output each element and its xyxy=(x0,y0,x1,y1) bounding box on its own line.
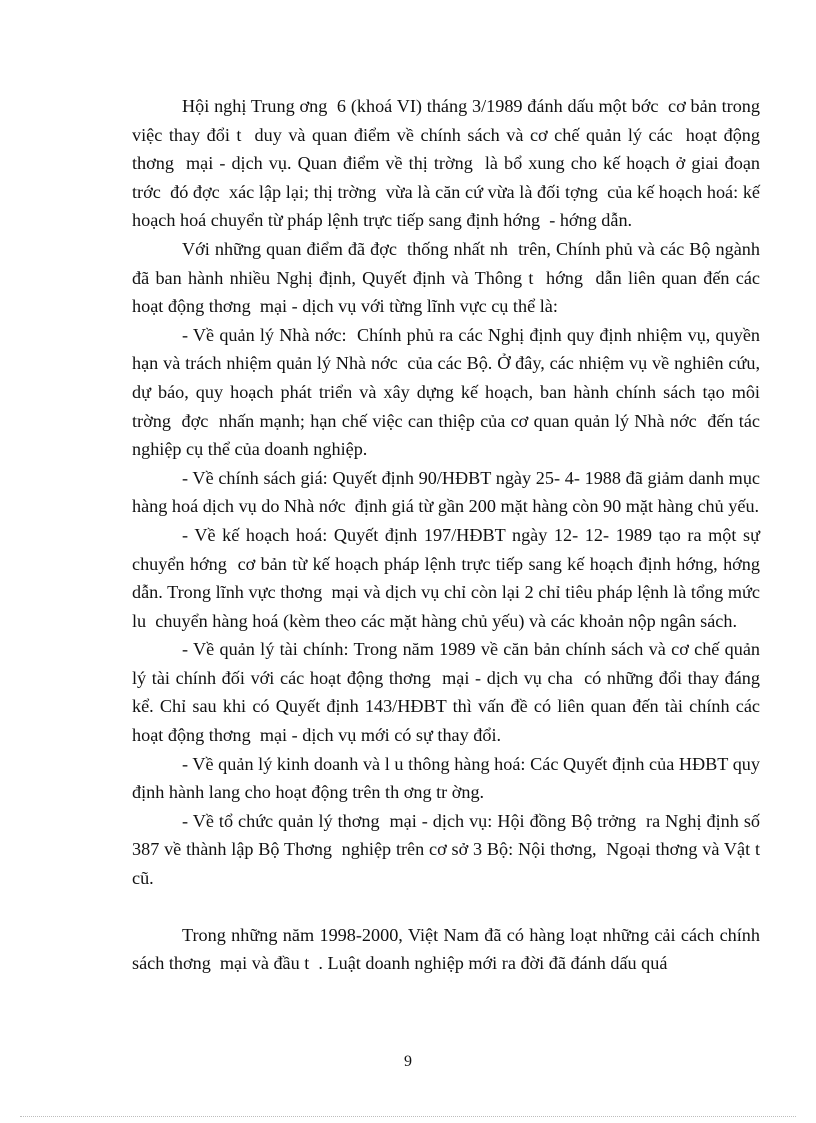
paragraph-hoi-nghi: Hội nghị Trung ơng 6 (khoá VI) tháng 3/1989 đánh dấu một bớc cơ bản trong việc thay đổi t duy và quan điểm về chính sách và cơ chế quản lý các hoạt động thơng mại - dịch vụ. Quan điểm về thị trờng là bổ xung cho kế hoạch ở giai đoạn trớc đó đợc xác lập lại; thị trờng vừa là căn cứ vừa là đối tợng của kế hoạch hoá: kế hoạch hoá chuyển từ pháp lệnh trực tiếp sang định hớng - hớng dẫn. xyxy=(132,96,765,231)
paragraph-spacer xyxy=(132,893,760,921)
paragraph-ke-hoach-hoa: - Về kế hoạch hoá: Quyết định 197/HĐBT ngày 12- 12- 1989 tạo ra một sự chuyển hớng cơ bản từ kế hoạch pháp lệnh trực tiếp sang kế hoạch định hớng, hớng dẫn. Trong lĩnh vực thơng mại và dịch vụ chỉ còn lại 2 chỉ tiêu pháp lệnh là tổng mức lu chuyển hàng hoá (kèm theo các mặt hàng chủ yếu) và các khoản nộp ngân sách. xyxy=(132,524,770,631)
page-bottom-divider xyxy=(20,1116,796,1117)
document-body xyxy=(132,92,770,978)
paragraph-quan-ly-tai-chinh: - Về quản lý tài chính: Trong năm 1989 về căn bản chính sách và cơ chế quản lý tài chính đối với các hoạt động thơng mại - dịch vụ cha có những đổi thay đáng kể. Chỉ sau khi có Quyết định 143/HĐBT thì vấn đề có liên quan đến tài chính các hoạt động thơng mại - dịch vụ mới có sự thay đổi. xyxy=(132,639,765,746)
paragraph-kinh-doanh: - Về quản lý kinh doanh và l u thông hàng hoá: Các Quyết định của HĐBT quy định hành lang cho hoạt động trên th ơng tr ờng. xyxy=(132,753,765,803)
paragraph-to-chuc: - Về tổ chức quản lý thơng mại - dịch vụ: Hội đồng Bộ trởng ra Nghị định số 387 về thành lập Bộ Thơng nghiệp trên cơ sở 3 Bộ: Nội thơng, Ngoại thơng và Vật t cũ. xyxy=(132,810,770,889)
paragraph-1998-2000: Trong những năm 1998-2000, Việt Nam đã có hàng loạt những cải cách chính sách thơng mại và đầu t . Luật doanh nghiệp mới ra đời đã đánh dấu quá xyxy=(132,924,765,974)
paragraph-quan-diem: Với những quan điểm đã đợc thống nhất nh trên, Chính phủ và các Bộ ngành đã ban hành nhiều Nghị định, Quyết định và Thông t hớng dẫn liên quan đến các hoạt động thơng mại - dịch vụ với từng lĩnh vực cụ thể là: xyxy=(132,238,765,317)
paragraph-quan-ly-nha-nuoc: - Về quản lý Nhà nớc: Chính phủ ra các Nghị định quy định nhiệm vụ, quyền hạn và trách nhiệm quản lý Nhà nớc của các Bộ. Ở đây, các nhiệm vụ về nghiên cứu, dự báo, quy hoạch phát triển và xây dựng kế hoạch, ban hành chính sách tạo môi trờng đợc nhấn mạnh; hạn chế việc can thiệp của cơ quan quản lý Nhà nớc đến tác nghiệp cụ thể của doanh nghiệp. xyxy=(132,324,765,460)
page-number: 9 xyxy=(404,1053,412,1070)
paragraph-chinh-sach-gia: - Về chính sách giá: Quyết định 90/HĐBT ngày 25- 4- 1988 đã giảm danh mục hàng hoá dịch vụ do Nhà nớc định giá từ gần 200 mặt hàng còn 90 mặt hàng chủ yếu. xyxy=(132,467,765,517)
